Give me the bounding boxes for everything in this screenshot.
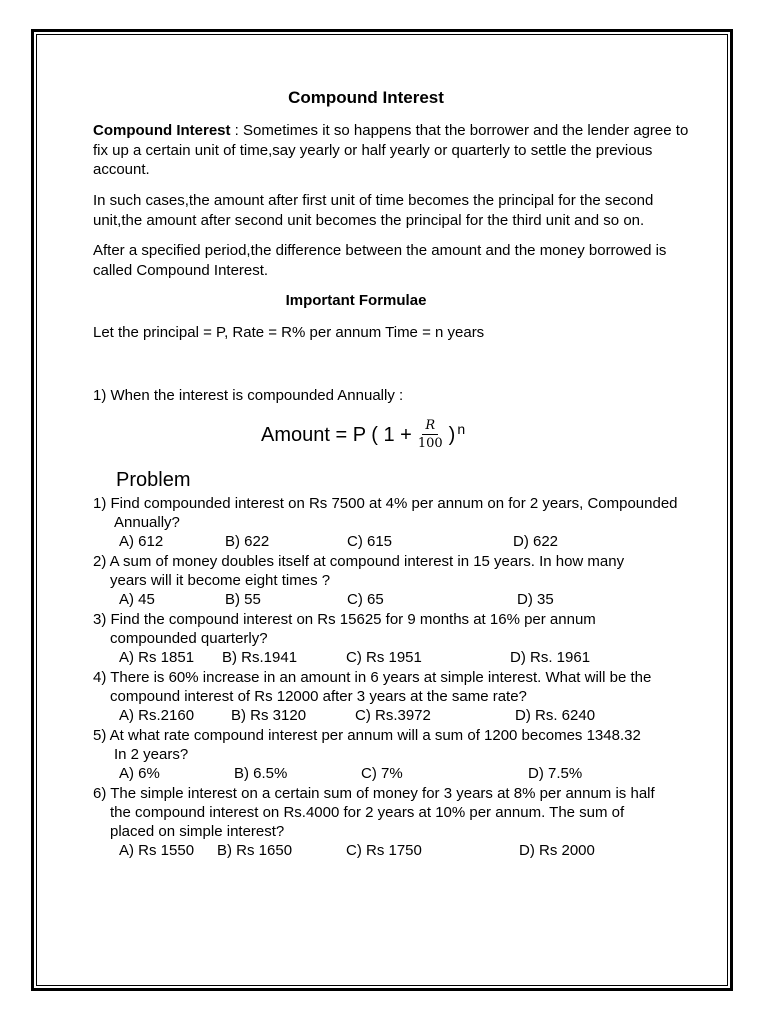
question-1-line-1: 1) Find compounded interest on Rs 7500 at 4% per annum on for 2 years, Compounded <box>93 495 678 512</box>
question-6-line-2: the compound interest on Rs.4000 for 2 years at 10% per annum. The sum of <box>110 804 625 821</box>
compound-formula <box>261 419 465 451</box>
question-4-line-2: compound interest of Rs 12000 after 3 years at the same rate? <box>110 688 527 705</box>
q6-option-c: C) Rs 1750 <box>346 842 422 859</box>
q2-option-d: D) 35 <box>517 591 554 608</box>
formula-exponent: n <box>457 421 466 437</box>
document-title: Compound Interest <box>288 88 444 107</box>
question-2-line-1: 2) A sum of money doubles itself at compound interest in 15 years. In how many <box>93 553 625 570</box>
q2-option-c: C) 65 <box>347 591 384 608</box>
q3-option-d: D) Rs. 1961 <box>510 649 591 666</box>
q5-option-c: C) 7% <box>361 765 403 782</box>
q5-option-a: A) 6% <box>119 765 160 782</box>
paragraph-2: In such cases,the amount after first unit of time becomes the principal for the second unit,the amount after second unit becomes the principal for the third unit and so on. <box>93 192 654 229</box>
q1-option-d: D) 622 <box>513 533 559 550</box>
q2-option-b: B) 55 <box>225 591 261 608</box>
q4-option-c: C) Rs.3972 <box>355 707 431 724</box>
q3-option-b: B) Rs.1941 <box>222 649 298 666</box>
question-5-line-1: 5) At what rate compound interest per annum will a sum of 1200 becomes 1348.32 <box>93 727 641 744</box>
formulae-heading: Important Formulae <box>285 292 427 309</box>
problem-heading: Problem <box>116 469 191 491</box>
formula-lhs: Amount = P ( 1 + <box>261 423 412 446</box>
q2-option-a: A) 45 <box>119 591 155 608</box>
intro-separator: : <box>230 122 244 139</box>
q3-option-c: C) Rs 1951 <box>346 649 422 666</box>
q3-option-a: A) Rs 1851 <box>119 649 195 666</box>
formula-fraction <box>418 419 443 451</box>
q6-option-d: D) Rs 2000 <box>519 842 595 859</box>
q4-option-a: A) Rs.2160 <box>119 707 195 724</box>
q1-option-a: A) 612 <box>119 533 164 550</box>
intro-paragraph <box>93 121 693 180</box>
q5-option-b: B) 6.5% <box>234 765 288 782</box>
intro-text: Sometimes it so happens that the borrower and the lender agree to fix up a certain unit of time,say yearly or half yearly or quarterly to settle the previous account. <box>93 122 689 178</box>
q1-option-b: B) 622 <box>225 533 270 550</box>
fraction-numerator: R <box>422 419 438 435</box>
q6-option-b: B) Rs 1650 <box>217 842 293 859</box>
question-3-line-2: compounded quarterly? <box>110 630 268 647</box>
question-6-line-1: 6) The simple interest on a certain sum of money for 3 years at 8% per annum is half <box>93 785 655 802</box>
intro-label: Compound Interest <box>93 122 231 139</box>
formula-close: ) <box>448 423 456 446</box>
fraction-denominator: 100 <box>417 436 443 451</box>
question-5-line-2: In 2 years? <box>114 746 189 763</box>
question-6-line-3: placed on simple interest? <box>110 823 285 840</box>
q4-option-d: D) Rs. 6240 <box>515 707 596 724</box>
case-annual: 1) When the interest is compounded Annually : <box>93 387 404 404</box>
question-4-line-1: 4) There is 60% increase in an amount in 6 years at simple interest. What will be the <box>93 669 652 686</box>
q5-option-d: D) 7.5% <box>528 765 583 782</box>
let-line: Let the principal = P, Rate = R% per annum Time = n years <box>93 324 485 341</box>
question-1-line-2: Annually? <box>114 514 180 531</box>
q4-option-b: B) Rs 3120 <box>231 707 307 724</box>
q1-option-c: C) 615 <box>347 533 393 550</box>
question-3-line-1: 3) Find the compound interest on Rs 15625 for 9 months at 16% per annum <box>93 611 596 628</box>
question-2-line-2: years will it become eight times ? <box>110 572 331 589</box>
paragraph-3: After a specified period,the difference between the amount and the money borrowed is called Compound Interest. <box>93 242 667 279</box>
q6-option-a: A) Rs 1550 <box>119 842 195 859</box>
